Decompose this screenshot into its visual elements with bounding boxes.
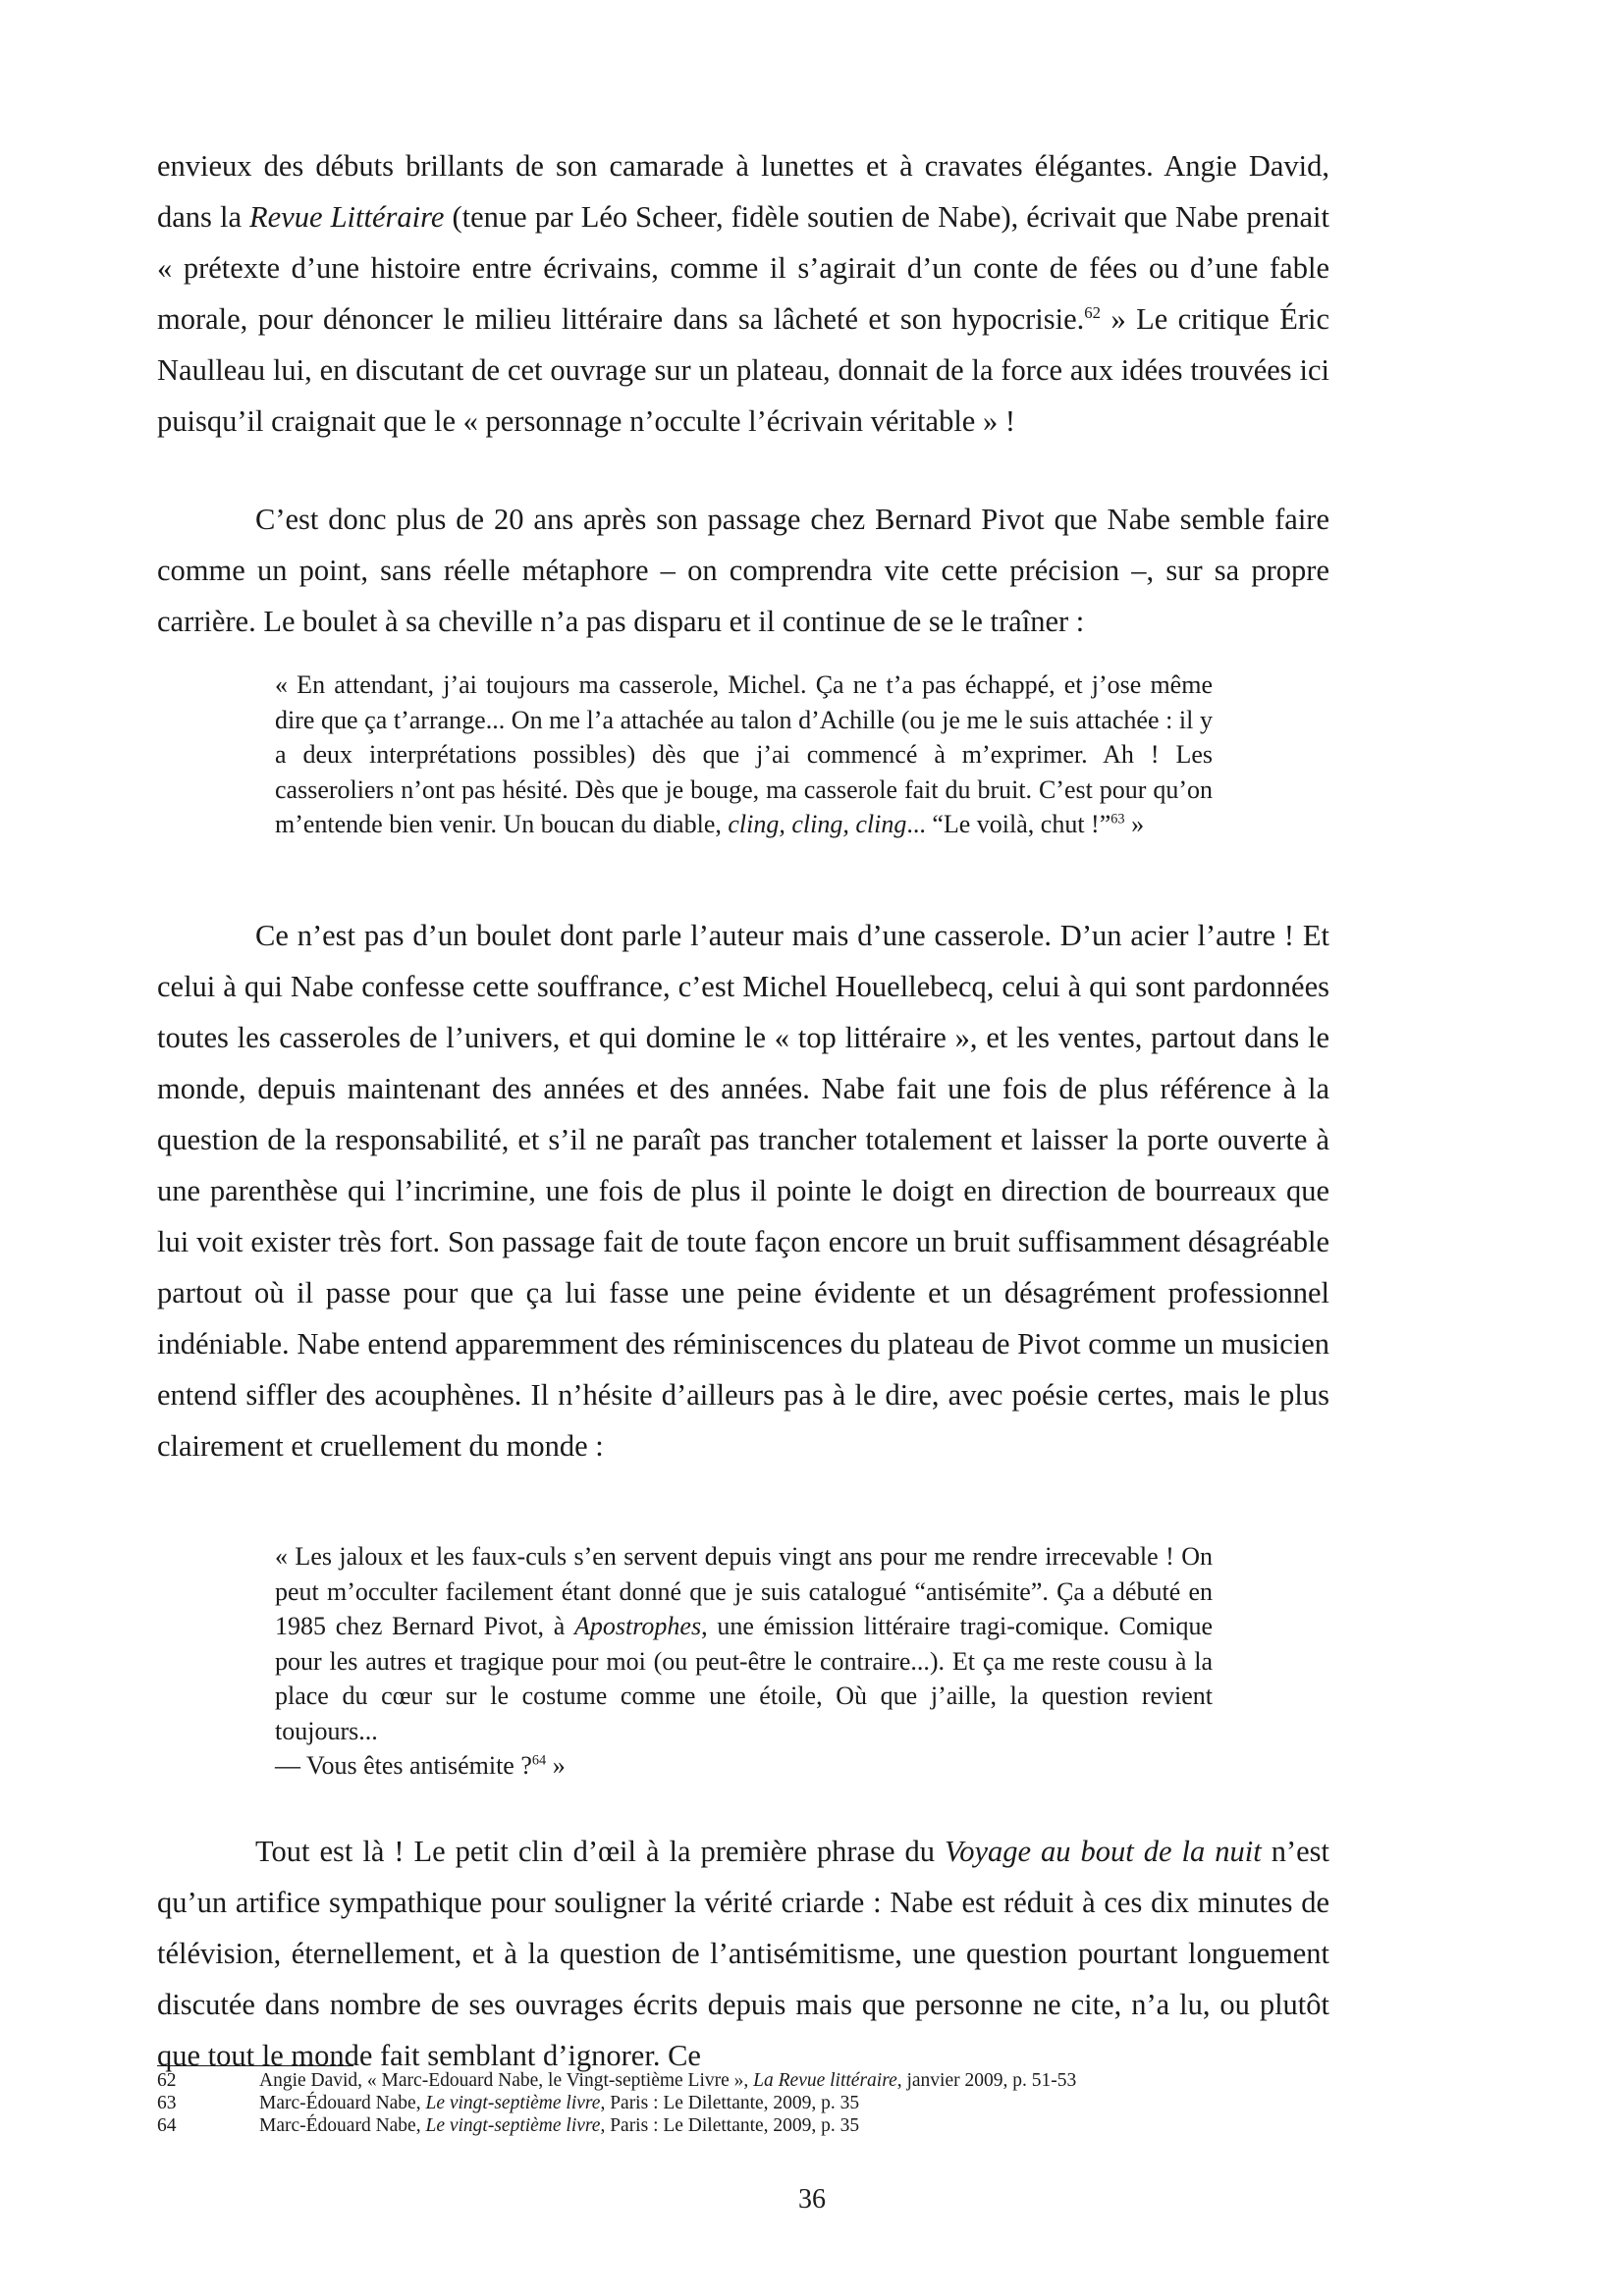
footnote-text: Marc-Édouard Nabe, Le vingt-septième livre, Paris : Le Dilettante, 2009, p. 35 — [259, 2093, 860, 2113]
journal-title-italic: Revue Littéraire — [249, 200, 445, 234]
footnote-number: 63 — [157, 2093, 177, 2113]
footnotes — [157, 2069, 1329, 2137]
paragraph-1: envieux des débuts brillants de son camarade à lunettes et à cravates élégantes. Angie David, dans la Revue Littéraire (tenue par Léo Scheer, fidèle soutien de Nabe), écrivait que Nabe prenait « prétexte d’une histoire entre écrivains, comme il s’agirait d’un conte de fées ou d’une fable morale, pour dénoncer le milieu littéraire dans sa lâcheté et son hypocrisie.$^{62}$ » Le critique Éric Naulleau lui, en discutant de cet ouvrage sur un plateau, donnait de la force aux idées trouvées ici puisqu’il craignait que le « personnage n’occulte l’écrivain véritable » ! — [157, 149, 1329, 438]
footnote-64 — [157, 2114, 1329, 2137]
quote-dialogue-line: — Vous êtes antisémite ? — [275, 1751, 532, 1780]
book-title-italic: Voyage au bout de la nuit — [944, 1835, 1262, 1868]
paragraph-3: Ce n’est pas d’un boulet dont parle l’auteur mais d’une casserole. D’un acier l’autre ! Et celui à qui Nabe confesse cette souffrance, c’est Michel Houellebecq, celui à qui sont pardonnées toutes les casseroles de l’univers, et qui domine le « top littéraire », et les ventes, partout dans le monde, depuis maintenant des années et des années. Nabe fait une fois de plus référence à la question de la responsabilité, et s’il ne paraît pas trancher totalement et laisser la porte ouverte à une parenthèse qui l’incrimine, une fois de plus il pointe le doigt en direction de bourreaux que lui voit exister très fort. Son passage fait de toute façon encore un bruit suffisamment désagréable partout où il passe pour que ça lui fasse une peine évidente et un désagrément professionnel indéniable. Nabe entend apparemment des réminiscences du plateau de Pivot comme un musicien entend siffler des acouphènes. Il n’hésite d’ailleurs pas à le dire, avec poésie certes, mais le plus clairement et cruellement du monde : — [157, 919, 1329, 1463]
footnote-ref-63[interactable]: 63 — [1110, 811, 1125, 828]
paragraph-4: Tout est là ! Le petit clin d’œil à la première phrase du Voyage au bout de la nuit n’est qu’un artifice sympathique pour souligner la vérité criarde : Nabe est réduit à ces dix minutes de télévision, éternellement, et à la question de l’antisémitisme, une question pourtant longuement discutée dans nombre de ses ouvrages écrits depuis mais que personne ne cite, n’a lu, ou plutôt que tout le monde fait semblant d’ignorer. Ce — [157, 1835, 1329, 2072]
footnote-number: 64 — [157, 2115, 177, 2136]
block-quote-2: « Les jaloux et les faux-culs s’en servent depuis vingt ans pour me rendre irrecevable ! On peut m’occulter facilement étant donné que je suis catalogué “antisémite”. Ça a débuté en 1985 chez Bernard Pivot, à Apostrophes, une émission littéraire tragi-comique. Comique pour les autres et tragique pour moi (ou peut-être le contraire...). Et ça me reste cousu à la place du cœur sur le costume comme une étoile, Où que j’aille, la question revient toujours... — Vous êtes antisémite ?$^{64}$ » — [275, 1542, 1213, 1780]
footnote-63 — [157, 2092, 1329, 2114]
page-number: 36 — [798, 2184, 826, 2215]
footnote-text: Marc-Édouard Nabe, Le vingt-septième livre, Paris : Le Dilettante, 2009, p. 35 — [259, 2115, 860, 2136]
footnote-number: 62 — [157, 2070, 177, 2091]
footnote-ref-64[interactable]: 64 — [531, 1752, 547, 1769]
footnote-separator — [157, 2065, 353, 2066]
footnote-ref-62[interactable]: 62 — [1084, 302, 1102, 322]
show-title-italic: Apostrophes — [574, 1612, 702, 1640]
onomatopoeia-italic: cling, cling, cling — [728, 810, 907, 838]
footnote-text: Angie David, « Marc-Edouard Nabe, le Vingt-septième Livre », La Revue littéraire, janvier 2009, p. 51-53 — [259, 2070, 1077, 2091]
footnote-62 — [157, 2069, 1329, 2092]
paragraph-2: C’est donc plus de 20 ans après son passage chez Bernard Pivot que Nabe semble faire comme un point, sans réelle métaphore – on comprendra vite cette précision –, sur sa propre carrière. Le boulet à sa cheville n’a pas disparu et il continue de se le traîner : — [157, 503, 1329, 638]
block-quote-1: « En attendant, j’ai toujours ma casserole, Michel. Ça ne t’a pas échappé, et j’ose même dire que ça t’arrange... On me l’a attachée au talon d’Achille (ou je me le suis attachée : il y a deux interprétations possibles) dès que j’ai commencé à m’exprimer. Ah ! Les casseroliers n’ont pas hésité. Dès que je bouge, ma casserole fait du bruit. C’est pour qu’on m’entende bien venir. Un boucan du diable, cling, cling, cling... “Le voilà, chut !”$^{63}$ » — [275, 670, 1213, 838]
